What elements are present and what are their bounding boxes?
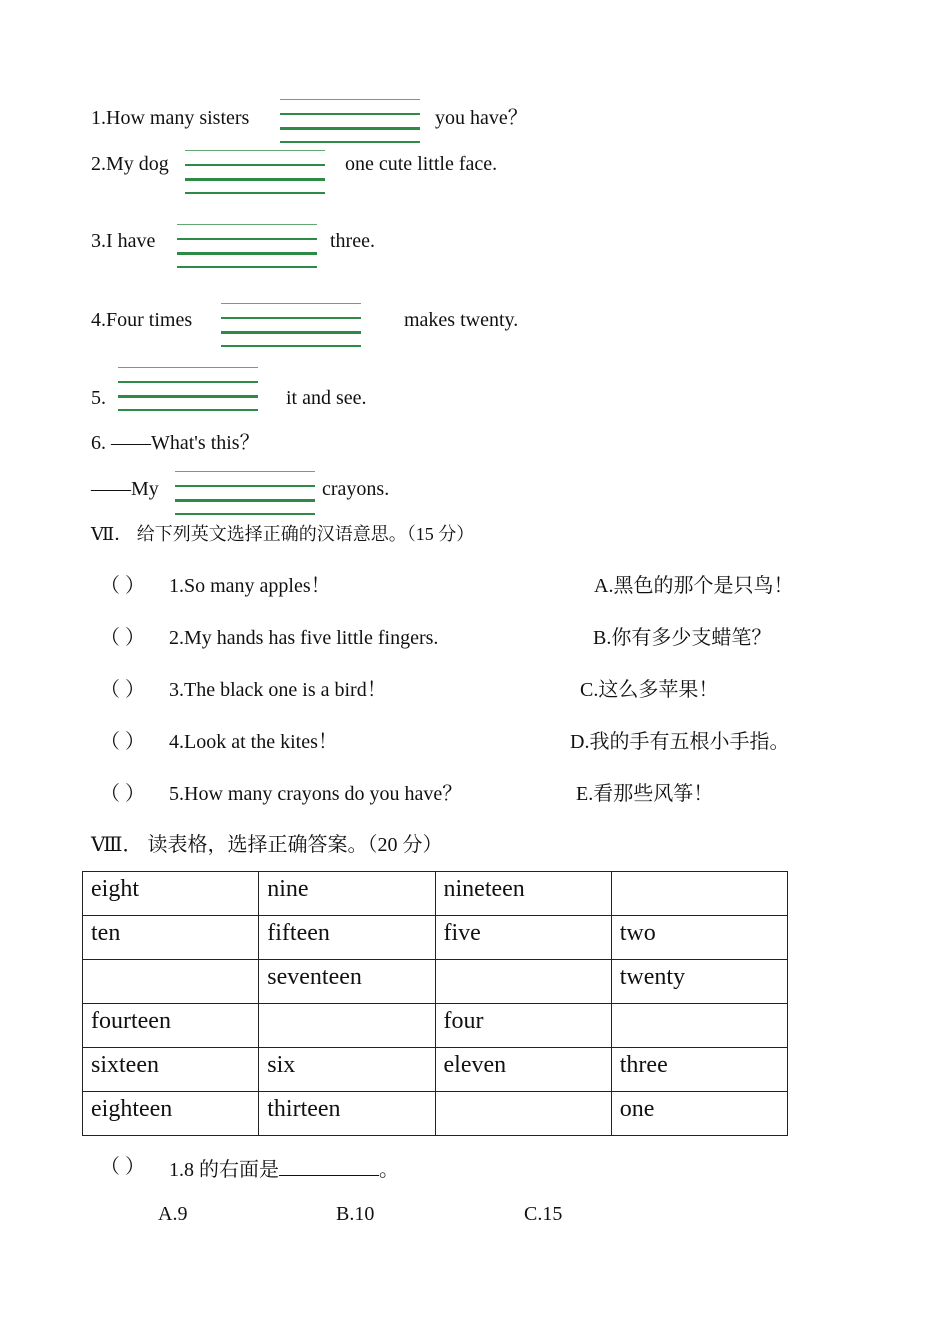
s7-item2-paren[interactable]: （ ） xyxy=(100,627,145,649)
q4-text-after: makes twenty. xyxy=(404,309,519,331)
table-cell: eleven xyxy=(435,1048,611,1092)
table-cell: twenty xyxy=(611,960,787,1004)
table-row xyxy=(83,960,788,1004)
table-row xyxy=(83,916,788,960)
q6-question: 6. ——What's this？ xyxy=(91,432,260,454)
q2-text-after: one cute little face. xyxy=(345,153,498,175)
table-cell: fifteen xyxy=(259,916,435,960)
section7-heading: Ⅶ． 给下列英文选择正确的汉语意思。（15 分） xyxy=(91,524,475,544)
q6-writing-lines[interactable] xyxy=(175,471,315,515)
table-cell: seventeen xyxy=(259,960,435,1004)
q1-writing-lines[interactable] xyxy=(280,99,420,143)
table-cell xyxy=(611,872,787,916)
q4-text-before: 4.Four times xyxy=(91,309,193,331)
s7-item1-english: 1.So many apples！ xyxy=(169,575,331,597)
table-cell: nineteen xyxy=(435,872,611,916)
s7-item3-english: 3.The black one is a bird！ xyxy=(169,679,387,701)
q5-writing-lines[interactable] xyxy=(118,367,258,411)
table-cell: nine xyxy=(259,872,435,916)
table-cell: four xyxy=(435,1004,611,1048)
table-row xyxy=(83,1048,788,1092)
q3-writing-lines[interactable] xyxy=(177,224,317,268)
s8-q1-paren[interactable]: （ ） xyxy=(100,1156,145,1178)
table-row xyxy=(83,872,788,916)
table-cell: one xyxy=(611,1092,787,1136)
table-cell: two xyxy=(611,916,787,960)
q5-text-before: 5. xyxy=(91,387,106,409)
table-cell: five xyxy=(435,916,611,960)
table-cell xyxy=(611,1004,787,1048)
q2-text-before: 2.My dog xyxy=(91,153,169,175)
table-row xyxy=(83,1092,788,1136)
q5-text-after: it and see. xyxy=(286,387,367,409)
s7-item4-english: 4.Look at the kites！ xyxy=(169,731,338,753)
table-cell: sixteen xyxy=(83,1048,259,1092)
s8-q1-answer-blank[interactable] xyxy=(279,1155,379,1176)
q3-text-after: three. xyxy=(330,230,375,252)
s7-item2-chinese: B.你有多少支蜡笔？ xyxy=(593,627,772,649)
table-cell: fourteen xyxy=(83,1004,259,1048)
q4-writing-lines[interactable] xyxy=(221,303,361,347)
section8-heading: Ⅷ． 读表格，选择正确答案。（20 分） xyxy=(91,834,443,856)
s7-item5-chinese: E.看那些风筝！ xyxy=(576,783,714,805)
table-cell xyxy=(83,960,259,1004)
s7-item3-paren[interactable]: （ ） xyxy=(100,679,145,701)
table-cell: eighteen xyxy=(83,1092,259,1136)
s8-option-c[interactable]: C.15 xyxy=(524,1203,563,1225)
table-cell: thirteen xyxy=(259,1092,435,1136)
table-cell xyxy=(259,1004,435,1048)
s7-item4-paren[interactable]: （ ） xyxy=(100,731,145,753)
s8-option-b[interactable]: B.10 xyxy=(336,1203,375,1225)
s7-item5-paren[interactable]: （ ） xyxy=(100,783,145,805)
s7-item2-english: 2.My hands has five little fingers. xyxy=(169,627,439,649)
s7-item5-english: 5.How many crayons do you have？ xyxy=(169,783,463,805)
table-cell xyxy=(435,960,611,1004)
table-cell xyxy=(435,1092,611,1136)
table-row xyxy=(83,1004,788,1048)
table-cell: six xyxy=(259,1048,435,1092)
s7-item1-chinese: A.黑色的那个是只鸟！ xyxy=(594,575,794,597)
number-table xyxy=(82,871,788,1136)
s8-option-a[interactable]: A.9 xyxy=(158,1203,188,1225)
s8-q1-line xyxy=(169,1155,399,1182)
q6-text-after: crayons. xyxy=(322,478,390,500)
table-cell: three xyxy=(611,1048,787,1092)
table-cell: eight xyxy=(83,872,259,916)
table-cell: ten xyxy=(83,916,259,960)
q1-text-before: 1.How many sisters xyxy=(91,107,250,129)
q2-writing-lines[interactable] xyxy=(185,150,325,194)
q3-text-before: 3.I have xyxy=(91,230,156,252)
s7-item4-chinese: D.我的手有五根小手指。 xyxy=(570,731,790,753)
s7-item1-paren[interactable]: （ ） xyxy=(100,575,145,597)
s7-item3-chinese: C.这么多苹果！ xyxy=(580,679,719,701)
s8-q1-text: 1.8 的右面是 xyxy=(169,1159,279,1181)
q6-text-before: ——My xyxy=(91,478,159,500)
q1-text-after: you have？ xyxy=(435,107,528,129)
s8-q1-end: 。 xyxy=(379,1159,399,1181)
